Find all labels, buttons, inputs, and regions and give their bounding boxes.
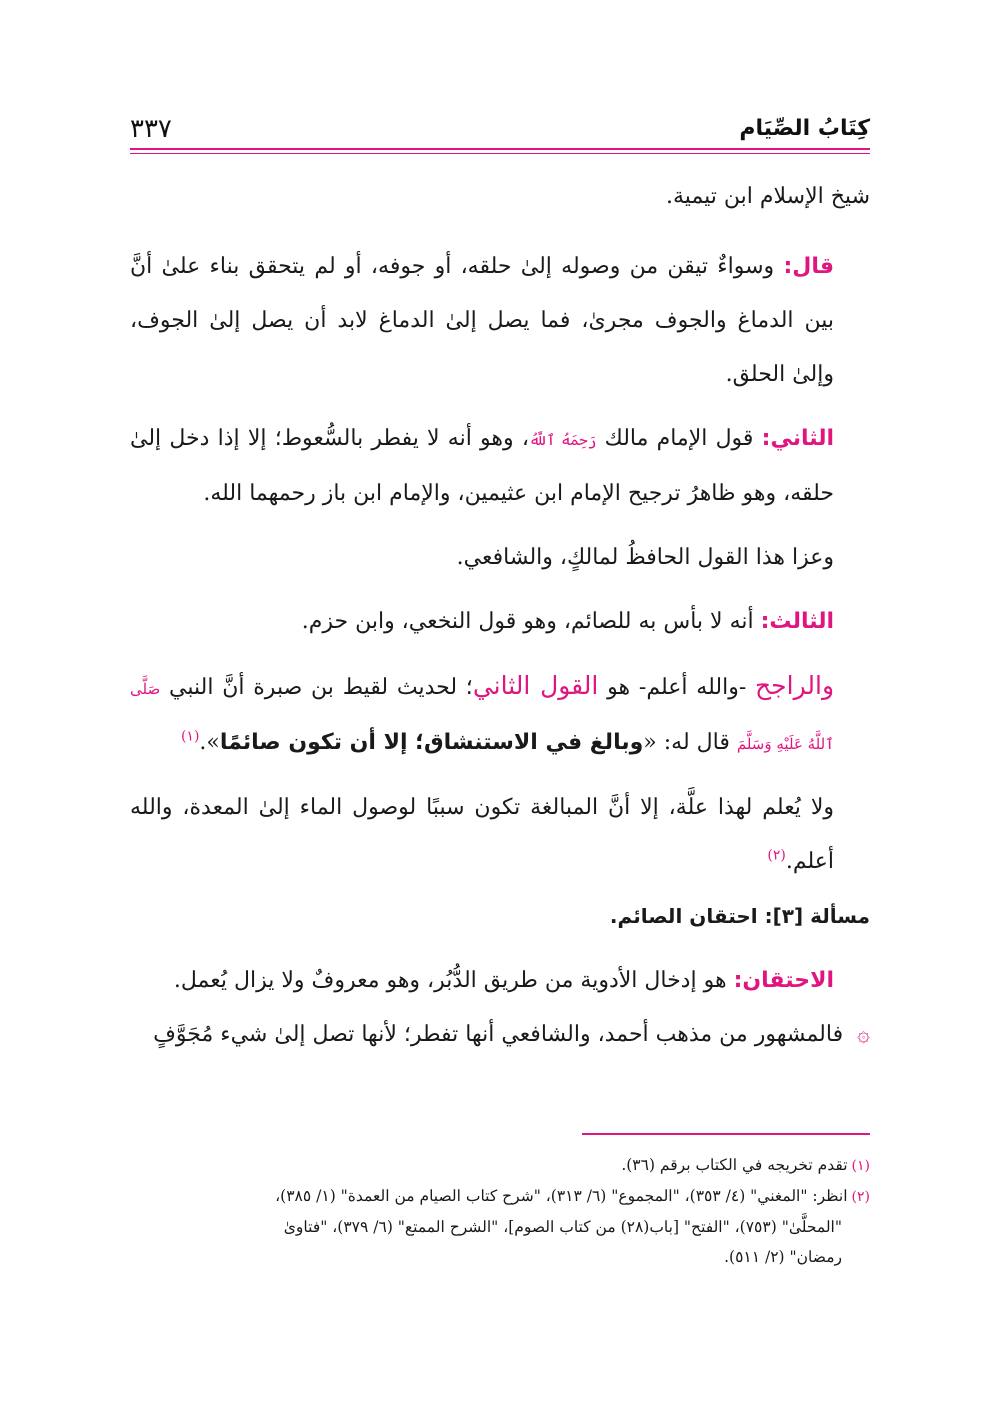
footnote-1-number: (١): [851, 1158, 870, 1174]
ihtiqan-label: الاحتقان:: [733, 968, 834, 993]
paragraph-third-opinion: [130, 595, 870, 649]
paragraph-intro: [130, 170, 870, 224]
rajih-text-a: -والله أعلم- هو: [598, 675, 756, 700]
footnote-1-text: تقدم تخريجه في الكتاب برقم (٣٦).: [621, 1156, 848, 1174]
rajih-highlight: القول الثاني: [472, 671, 599, 700]
qal-label: قال:: [783, 254, 834, 279]
paragraph-mashhur: [130, 1008, 870, 1062]
honorific-rahimahullah: رَحِمَهُ ٱللَّهُ: [528, 431, 597, 449]
paragraph-rajih: [130, 659, 870, 771]
second-text-b: ، وهو أنه لا يفطر بالسُّعوط؛ إلا إذا دخل إلىٰ حلقه، وهو ظاهرُ ترجيح الإمام ابن عثيمين، والإمام ابن باز رحمهما الله.: [130, 426, 834, 506]
page-number: ٣٣٧: [130, 114, 172, 144]
paragraph-text: شيخ الإسلام ابن تيمية.: [666, 184, 870, 209]
azza-text: وعزا هذا القول الحافظُ لمالكٍ، والشافعي.: [456, 545, 834, 570]
footnote-2-line-3: [130, 1242, 870, 1272]
issue-heading-line: [130, 889, 870, 944]
second-text-a: قول الإمام مالك: [596, 426, 762, 451]
rajih-text-c: قال له: «: [643, 730, 737, 755]
issue-heading: مسألة [٣]: احتقان الصائم.: [609, 904, 870, 928]
qal-text: وسواءٌ تيقن من وصوله إلىٰ حلقه، أو جوفه، أو لم يتحقق بناء علىٰ أنَّ بين الدماغ والجوف مجرىٰ، فما يصل إلىٰ الدماغ لابد أن يصل إلىٰ الجوف، وإلىٰ الحلق.: [130, 254, 834, 387]
rajih-text-b: ؛ لحديث لقيط بن صبرة أنَّ النبي: [160, 675, 473, 700]
ihtiqan-text: هو إدخال الأدوية من طريق الدُّبُر، وهو معروفٌ ولا يزال يُعمل.: [173, 968, 734, 993]
footnote-2-text-a: انظر: "المغني" (٤/ ٣٥٣)، "المجموع" (٦/ ٣١٣)، "شرح كتاب الصيام من العمدة" (١/ ٣٨٥)،: [275, 1187, 848, 1205]
mashhur-text: فالمشهور من مذهب أحمد، والشافعي أنها تفطر؛ لأنها تصل إلىٰ شيء مُجَوَّفٍ: [153, 1022, 844, 1047]
footnotes: [130, 1150, 870, 1272]
footnote-ref-2[interactable]: (٢): [767, 847, 786, 864]
paragraph-wala: [130, 781, 870, 889]
third-text: أنه لا بأس به للصائم، وهو قول النخعي، وابن حزم.: [301, 609, 761, 634]
book-title: كِتَابُ الصِّيَام: [739, 116, 870, 141]
footnote-2-text-c: رمضان" (٢/ ٥١١).: [724, 1248, 842, 1266]
footnote-2-text-b: "المحلَّىٰ" (٧٥٣)، "الفتح" [باب(٢٨) من كتاب الصوم]، "الشرح الممتع" (٦/ ٣٧٩)، "فتاوىٰ: [283, 1218, 842, 1236]
footnote-separator: [582, 1133, 870, 1135]
rajih-text-d: ».: [199, 730, 220, 755]
flower-ornament-icon: ۞: [857, 1022, 870, 1047]
footnote-2: [130, 1181, 870, 1212]
paragraph-second-opinion: [130, 412, 870, 521]
honorific-salla: صَلَّى ٱللَّهُ عَلَيْهِ وَسَلَّمَ: [130, 680, 834, 753]
paragraph-qal: [130, 240, 870, 402]
main-text: [130, 170, 870, 1062]
second-label: الثاني:: [761, 426, 835, 451]
header-rule-thin: [130, 153, 870, 154]
rajih-label: والراجح: [755, 671, 835, 700]
hadith-text: وبالغ في الاستنشاق؛ إلا أن تكون صائمًا: [219, 730, 644, 755]
page-header: [130, 112, 870, 152]
footnote-1: [130, 1150, 870, 1181]
footnote-ref-1[interactable]: (١): [180, 728, 200, 745]
wala-text: ولا يُعلم لهذا علَّة، إلا أنَّ المبالغة تكون سببًا لوصول الماء إلىٰ المعدة، والله أعلم.: [130, 795, 834, 874]
paragraph-ihtiqan: [130, 954, 870, 1008]
third-label: الثالث:: [760, 609, 834, 634]
header-rule: [130, 148, 870, 150]
paragraph-azza: [130, 531, 870, 585]
footnote-2-number: (٢): [851, 1189, 870, 1205]
footnote-2-line-2: [130, 1212, 870, 1242]
